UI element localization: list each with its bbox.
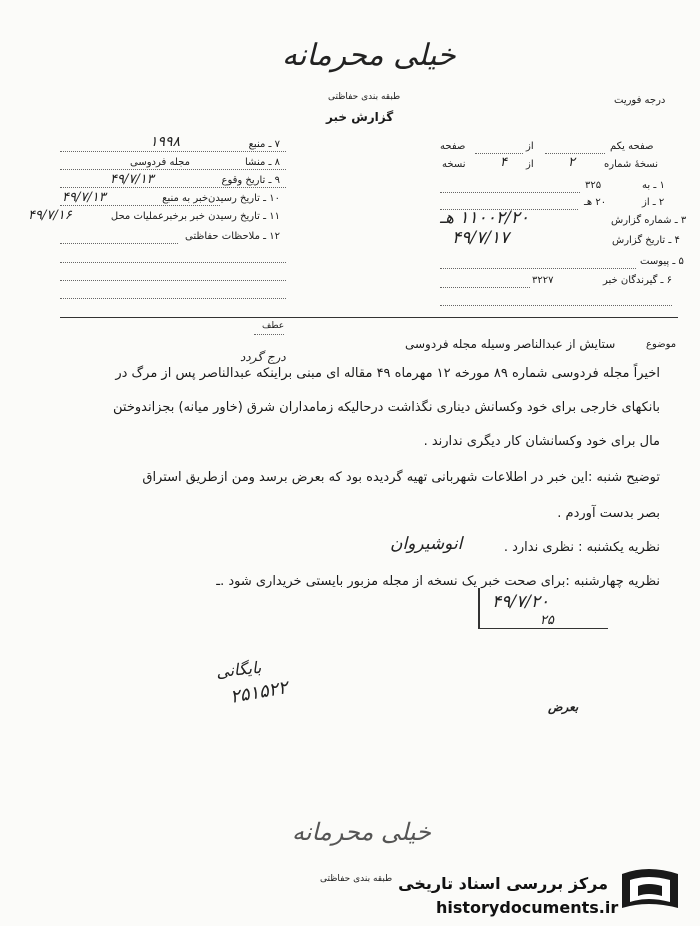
field-security-notes-label: ۱۲ ـ ملاحظات حفاظتی <box>185 231 280 242</box>
center-name: مرکز بررسی اسناد تاریخی <box>398 874 608 893</box>
field-operations-receipt-label: ۱۱ ـ تاریخ رسیدن خبر برخبرعملیات محل <box>110 211 280 222</box>
field-operations-receipt-value: ۴۹/۷/۱۶ <box>28 208 72 223</box>
classification-level-bottom: طبقه بندی حفاظتی <box>320 874 393 884</box>
archive-stamp-number: ۲۵ <box>540 613 554 628</box>
field-source-receipt-label: ۱۰ ـ تاریخ رسیدن‌خبر به منبع <box>162 193 280 204</box>
subject-text: ستایش از عبدالناصر وسیله مجله فردوسی <box>405 337 616 351</box>
atf-label: عطف <box>262 321 285 331</box>
explanation-line-1: توضیح شنبه :این خبر در اطلاعات شهربانی تهیه گردیده بود که بعرض برسد ومن ازطریق استراق <box>142 470 660 485</box>
archive-stamp-date: ۴۹/۷/۲۰ <box>492 592 550 612</box>
field-origin-label: ۸ ـ منشا <box>244 157 280 168</box>
field-report-date-value: ۴۹/۷/۱۷ <box>452 228 510 248</box>
copy-unit: نسخه <box>442 159 466 170</box>
opinion-sunday-signature: انوشیروان <box>390 534 463 554</box>
page-of: از <box>526 141 534 152</box>
archive-word: بایگانی <box>215 657 263 682</box>
copy-of: از <box>526 159 534 170</box>
archive-logo-icon <box>612 860 686 918</box>
opinion-sunday: نظریه یکشنبه : نظری ندارد . <box>503 540 660 555</box>
classification-stamp-top: خیلی محرمانه <box>282 38 456 73</box>
body-line-2: بانکهای خارجی برای خود وکسانش دیناری نگذاشت درحالیکه زمامداران شرق (خاور میانه) بجزاندوختن <box>113 400 660 415</box>
copy-label: نسخهٔ شماره <box>604 159 658 170</box>
field-source-value: ۱۹۹۸ <box>150 134 181 150</box>
field-source-receipt-value: ۴۹/۷/۱۳ <box>62 190 106 205</box>
page-unit: صفحه <box>440 141 466 152</box>
body-line-1: اخیراً مجله فردوسی شماره ۸۹ مورخه ۱۲ مهرماه ۴۹ مقاله ای مبنی براینکه عبدالناصر پس از مرگ در <box>115 366 660 381</box>
field-from-value: ۲۰ هـ <box>584 197 607 208</box>
copy-number: ۲ <box>568 155 575 170</box>
field-report-date-label: ۴ ـ تاریخ گزارش <box>612 235 680 246</box>
section-divider <box>60 317 678 318</box>
field-recipients-value: ۳۲۲۷ <box>532 275 554 286</box>
classification-stamp-bottom: خیلی محرمانه <box>292 818 431 846</box>
field-from-label: ۲ ـ از <box>642 197 665 208</box>
urgency-label: درجه فوریت <box>614 95 666 106</box>
field-to-value: ۳۲۵ <box>585 180 602 191</box>
field-recipients-label: ۶ ـ گیرندگان خبر <box>603 275 673 286</box>
body-line-3: مال برای خود وکسانشان کار دیگری ندارند . <box>423 434 660 449</box>
field-report-number-label: ۳ ـ شماره گزارش <box>611 215 687 226</box>
explanation-line-2: بصر بدست آوردم . <box>557 506 660 521</box>
field-occurrence-date-label: ۹ ـ تاریخ وقوع <box>221 175 280 186</box>
copy-total: ۴ <box>500 155 507 170</box>
classification-level-top: طبقه بندی حفاظتی <box>328 92 401 102</box>
field-to-label: ۱ ـ به <box>642 180 665 191</box>
archive-number: ۲۵۱۵۲۲ <box>228 677 290 708</box>
field-source-label: ۷ ـ منبع <box>248 139 280 150</box>
field-occurrence-date-value: ۴۹/۷/۱۳ <box>110 172 154 187</box>
report-type-title: گزارش خبر <box>326 110 394 124</box>
field-origin-value: مجله فردوسی <box>130 157 190 168</box>
opinion-wednesday: نظریه چهارشنبه :برای صحت خبر یک نسخه از مجله مزبور بایستی خریداری شود .ـ <box>216 574 660 589</box>
page-label: صفحه یکم <box>610 141 654 152</box>
handwritten-annotation: درج گردد <box>240 350 286 364</box>
subject-label: موضوع <box>646 339 677 350</box>
initials-mark: بعرض <box>548 700 579 714</box>
field-report-number-value: ۱۱۰۰۲/۲۰ هـ <box>440 208 530 228</box>
site-url: historydocuments.ir <box>436 898 619 917</box>
field-attachment-label: ۵ ـ پیوست <box>640 256 684 267</box>
